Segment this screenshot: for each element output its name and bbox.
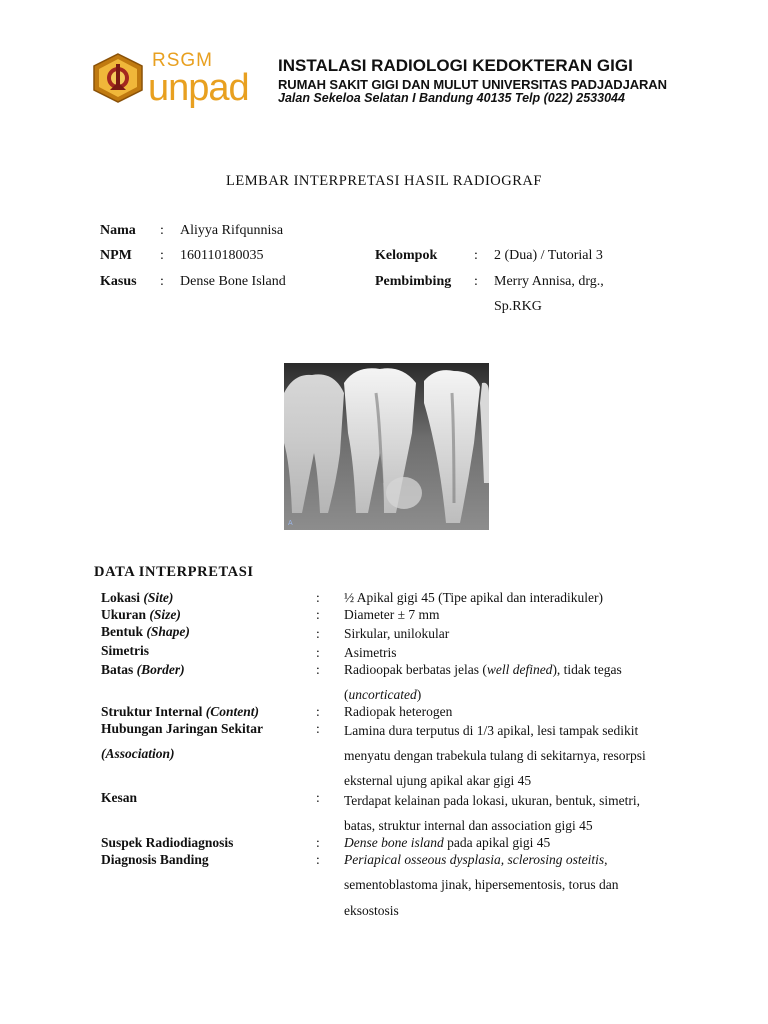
npm-value: 160110180035: [180, 248, 264, 263]
group-colon: :: [474, 248, 478, 263]
interpretation-section-title: DATA INTERPRETASI: [94, 564, 254, 580]
kesan-label: Kesan: [101, 790, 138, 805]
document-title: LEMBAR INTERPRETASI HASIL RADIOGRAF: [226, 173, 542, 189]
bentuk-value: Sirkular, unilokular: [344, 626, 450, 641]
hubungan-label: Hubungan Jaringan Sekitar: [101, 721, 264, 736]
batas-colon: :: [316, 662, 320, 677]
logo-rsgm-text: RSGM: [152, 50, 213, 71]
name-label: Nama: [100, 223, 136, 238]
bentuk-label: Bentuk (Shape): [101, 624, 190, 639]
case-colon: :: [160, 274, 164, 289]
suspek-value: Dense bone island pada apikal gigi 45: [344, 835, 551, 850]
suspek-label: Suspek Radiodiagnosis: [101, 835, 234, 850]
simetris-label: Simetris: [101, 643, 149, 658]
lokasi-value: ½ Apikal gigi 45 (Tipe apikal dan interadikuler): [344, 590, 603, 605]
dental-radiograph-image: [284, 363, 489, 530]
banding-value-line1: Periapical osseous dysplasia, sclerosing osteitis,: [344, 852, 608, 867]
banding-value-line2: sementoblastoma jinak, hipersementosis, torus dan: [344, 877, 619, 892]
hubungan-label-italic: (Association): [101, 746, 175, 761]
hubungan-value-line3: eksternal ujung apikal akar gigi 45: [344, 773, 532, 788]
lokasi-colon: :: [316, 590, 320, 605]
struktur-colon: :: [316, 704, 320, 719]
name-colon: :: [160, 223, 164, 238]
group-value: 2 (Dua) / Tutorial 3: [494, 248, 603, 263]
case-label: Kasus: [100, 274, 137, 289]
banding-label: Diagnosis Banding: [101, 852, 209, 867]
university-seal-logo: [90, 52, 146, 104]
simetris-colon: :: [316, 645, 320, 660]
batas-label: Batas (Border): [101, 662, 185, 677]
hubungan-value-line1: Lamina dura terputus di 1/3 apikal, lesi tampak sedikit: [344, 723, 639, 738]
bentuk-colon: :: [316, 626, 320, 641]
batas-value-line1: Radioopak berbatas jelas (well defined), tidak tegas: [344, 662, 622, 677]
advisor-colon: :: [474, 274, 478, 289]
hubungan-value-line2: menyatu dengan trabekula tulang di sekitarnya, resorpsi: [344, 748, 646, 763]
case-value: Dense Bone Island: [180, 274, 286, 289]
ukuran-value: Diameter ± 7 mm: [344, 607, 440, 622]
simetris-value: Asimetris: [344, 645, 397, 660]
rsgm-unpad-wordmark: [148, 48, 273, 118]
header-address: Jalan Sekeloa Selatan I Bandung 40135 Telp (022) 2533044: [278, 91, 625, 105]
suspek-colon: :: [316, 835, 320, 850]
group-label: Kelompok: [375, 248, 438, 263]
kesan-value-line2: batas, struktur internal dan association gigi 45: [344, 818, 593, 833]
logo-unpad-text: unpad: [148, 67, 249, 109]
header-subtitle: RUMAH SAKIT GIGI DAN MULUT UNIVERSITAS PADJADJARAN: [278, 77, 667, 92]
name-value: Aliyya Rifqunnisa: [180, 223, 284, 238]
banding-colon: :: [316, 852, 320, 867]
struktur-value: Radiopak heterogen: [344, 704, 453, 719]
advisor-value-line2: Sp.RKG: [494, 299, 542, 314]
ukuran-label: Ukuran (Size): [101, 607, 181, 622]
advisor-label: Pembimbing: [375, 274, 452, 289]
banding-value-line3: eksostosis: [344, 903, 399, 918]
advisor-value-line1: Merry Annisa, drg.,: [494, 274, 604, 289]
radiograph-marker: A: [288, 520, 293, 527]
lokasi-label: Lokasi (Site): [101, 590, 174, 605]
kesan-value-line1: Terdapat kelainan pada lokasi, ukuran, bentuk, simetri,: [344, 793, 640, 808]
npm-colon: :: [160, 248, 164, 263]
struktur-label: Struktur Internal (Content): [101, 704, 260, 719]
batas-value-line2: (uncorticated): [344, 687, 422, 702]
hubungan-colon: :: [316, 721, 320, 736]
header-title: INSTALASI RADIOLOGI KEDOKTERAN GIGI: [278, 56, 633, 75]
npm-label: NPM: [100, 248, 132, 263]
ukuran-colon: :: [316, 607, 320, 622]
kesan-colon: :: [316, 790, 320, 805]
